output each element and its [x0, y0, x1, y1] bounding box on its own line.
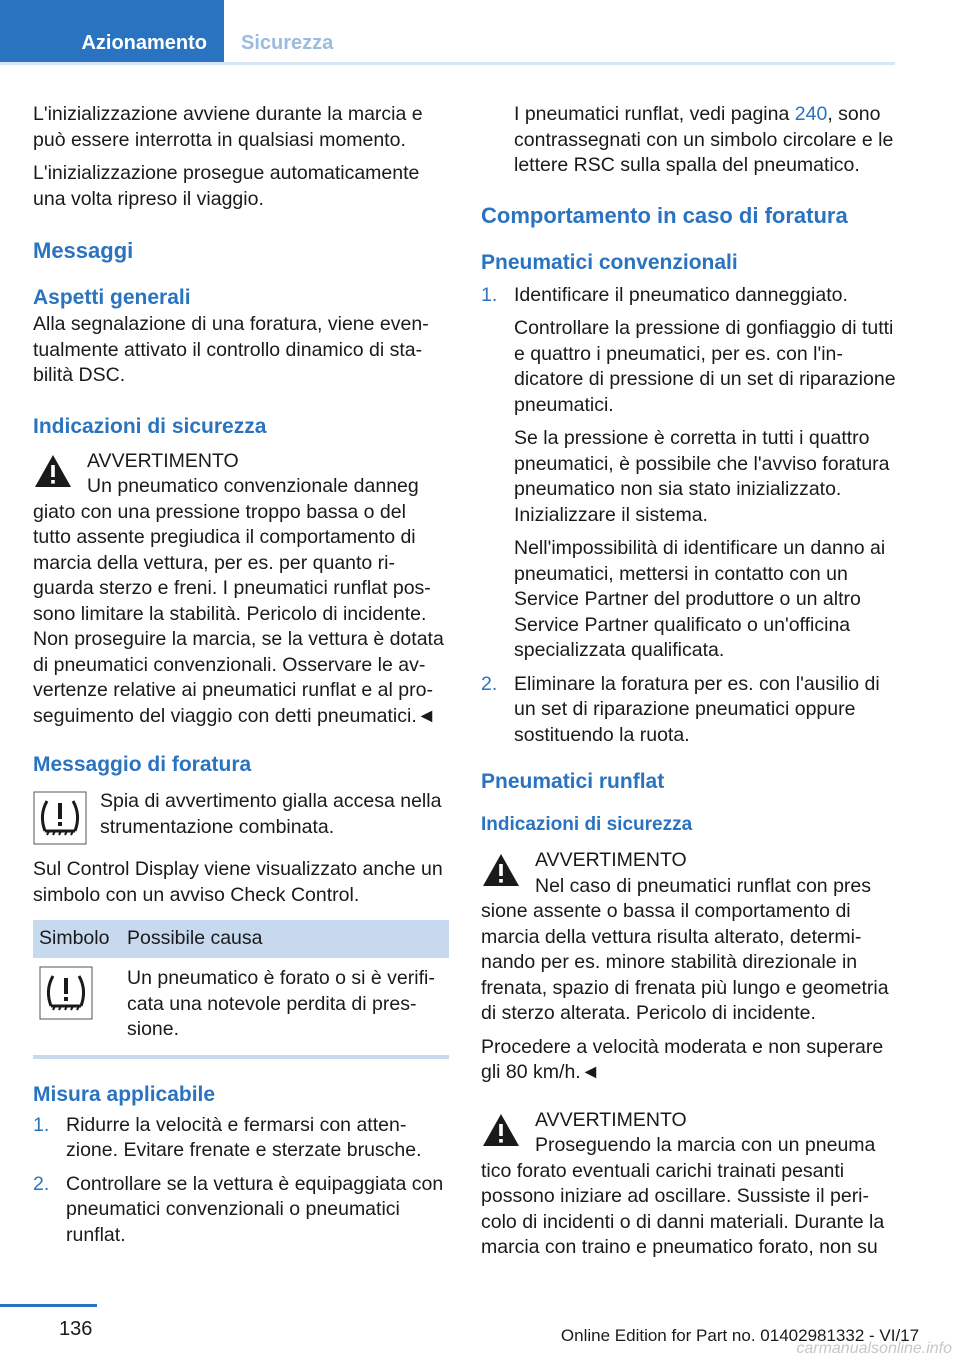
warning-triangle-icon	[33, 453, 73, 489]
steps-list	[481, 283, 897, 749]
paragraph: Procedere a velocità moderata e non superare gli 80 km/h.◄	[481, 1035, 884, 1083]
table-row	[33, 958, 449, 1055]
section-heading-messaggi: Messaggi	[33, 238, 134, 263]
table-header-cause: Possibile causa	[121, 920, 449, 958]
subsection-heading-misura: Misura applicabile	[33, 1082, 216, 1106]
warning-title: AVVERTIMENTO	[535, 1108, 687, 1131]
subsection-heading-aspetti: Aspetti generali	[33, 286, 191, 309]
list-item	[481, 283, 897, 664]
list-number: 1.	[481, 283, 498, 306]
section-heading-comportamento: Comportamento in caso di foratura	[481, 202, 848, 228]
list-number: 1.	[33, 1113, 50, 1136]
subsection-heading-indicazioni-runflat: Indicazioni di sicurezza	[481, 814, 693, 835]
subsection-heading-messaggio-foratura: Messaggio di foratura	[33, 753, 252, 776]
page-number: 136	[59, 1318, 93, 1340]
table-bottom-rule	[33, 1055, 449, 1059]
list-item	[33, 1172, 449, 1249]
paragraph: Alla segnalazione di una foratura, viene eventualmente attivato il controllo dinamico di stabilità DSC.	[33, 313, 429, 386]
warning-text-first-line: Proseguendo la marcia con un pneuma	[535, 1134, 876, 1156]
tab-azionamento-label: Azionamento	[81, 32, 207, 54]
right-column	[481, 102, 897, 1261]
table-cell-symbol	[33, 958, 121, 1055]
tab-azionamento[interactable]	[0, 0, 224, 62]
warning-triangle-icon	[481, 852, 521, 888]
paragraph: L'inizializzazione avviene durante la marcia e può essere interrotta in qualsiasi momento.	[33, 103, 423, 151]
list-text: Controllare se la vettura è equipaggiata con pneumatici convenzionali o pneumatici runflat.	[66, 1172, 444, 1246]
subsection-heading-convenzionali: Pneumatici convenzionali	[481, 250, 738, 274]
warning-block	[33, 449, 449, 730]
lamp-description: Spia di avvertimento gialla accesa nella strumentazione combinata.	[100, 790, 442, 838]
list-text: Eliminare la foratura per es. con l'ausilio di un set di riparazione pneumatici oppure sostituendo la ruota.	[514, 672, 880, 746]
warning-text: giato con una pressione troppo bassa o del tutto assente pregiudica il comportamento di marcia della vettura, per es. per quanto riguarda sterzo e freni. I pneumatici runflat possono limitare la stabilità. Pericolo di incidente. Non proseguire la marcia, se la vettura è dotata di pneumatici convenzionali. Osservare le avvertenze relative ai pneumatici runflat e al proseguimento del viaggio con detti pneumatici.◄	[33, 500, 444, 727]
page-link[interactable]: 240	[794, 103, 828, 125]
subsection-heading-runflat: Pneumatici runflat	[481, 770, 665, 793]
list-text: Identificare il pneumatico danneggiato.	[514, 283, 848, 306]
edition-note: Online Edition for Part no. 01402981332 - VI/17	[560, 1326, 920, 1345]
warning-text: tico forato eventuali carichi trainati pesanti possono iniziare ad oscillare. Sussiste il pericolo di incidenti o di danni materiali. Durante la marcia con traino e pneumatico forato, non su	[481, 1159, 885, 1258]
list-item	[33, 1113, 449, 1164]
list-item	[481, 672, 897, 749]
list-subtext: Se la pressione è corretta in tutti i quattro pneumatici, è possibile che l'avviso foratura pneumatico non sia stato inizializzato. Inizializzare il sistema.	[514, 427, 890, 526]
text: , sono contrassegnati con un simbolo circolare e le lettere RSC sulla spalla del pneumatico.	[514, 103, 894, 176]
indicator-lamp-block	[33, 789, 449, 843]
tire-pressure-warning-icon	[33, 791, 87, 845]
subsection-heading-indicazioni: Indicazioni di sicurezza	[33, 414, 267, 438]
warning-title: AVVERTIMENTO	[535, 849, 687, 871]
paragraph: Sul Control Display viene visualizzato anche un simbolo con un avviso Check Control.	[33, 858, 443, 906]
paragraph: L'inizializzazione prosegue automaticamente una volta ripreso il viaggio.	[33, 162, 420, 210]
tire-pressure-warning-icon	[39, 966, 93, 1020]
paragraph	[514, 102, 897, 179]
warning-block	[481, 848, 897, 1027]
tab-sicurezza[interactable]	[241, 0, 333, 62]
list-subtext: Controllare la pressione di gonfiaggio di tutti e quattro i pneumatici, per es. con l'indicatore di pressione di un set di riparazione pneumatici.	[514, 317, 896, 416]
text: I pneumatici runflat, vedi pagina	[514, 103, 795, 125]
warning-text-first-line: Un pneumatico convenzionale danneg	[87, 475, 419, 497]
list-number: 2.	[33, 1172, 50, 1195]
steps-list	[33, 1113, 449, 1249]
left-column	[33, 102, 449, 1256]
table-cell-cause: Un pneumatico è forato o si è verificata una notevole perdita di pressione.	[127, 967, 435, 1040]
warning-triangle-icon	[481, 1112, 521, 1148]
list-subtext: Nell'impossibilità di identificare un danno ai pneumatici, mettersi in contatto con un Service Partner del produttore o un altro Service Partner qualificato o un'officina specializzata qualificata.	[514, 537, 886, 661]
header-tabs	[0, 0, 895, 65]
warning-text-first-line: Nel caso di pneumatici runflat con pres	[535, 874, 872, 897]
footer-rule	[0, 1304, 97, 1307]
tab-sicurezza-label: Sicurezza	[241, 32, 334, 54]
symbol-table	[33, 920, 449, 1055]
warning-block	[481, 1108, 897, 1261]
list-number: 2.	[481, 672, 498, 695]
warning-title: AVVERTIMENTO	[87, 449, 239, 472]
table-header-symbol: Simbolo	[33, 920, 121, 958]
warning-text: sione assente o bassa il comportamento di marcia della vettura risulta alterato, determinando per es. minore stabilità direzionale in frenata, spazio di frenata più lungo e geometria di sterzo alterata. Pericolo di incidente.	[481, 900, 889, 1024]
watermark: carmanualsonline.info	[796, 1340, 952, 1357]
list-text: Ridurre la velocità e fermarsi con attenzione. Evitare frenate e sterzate brusche.	[66, 1113, 422, 1161]
